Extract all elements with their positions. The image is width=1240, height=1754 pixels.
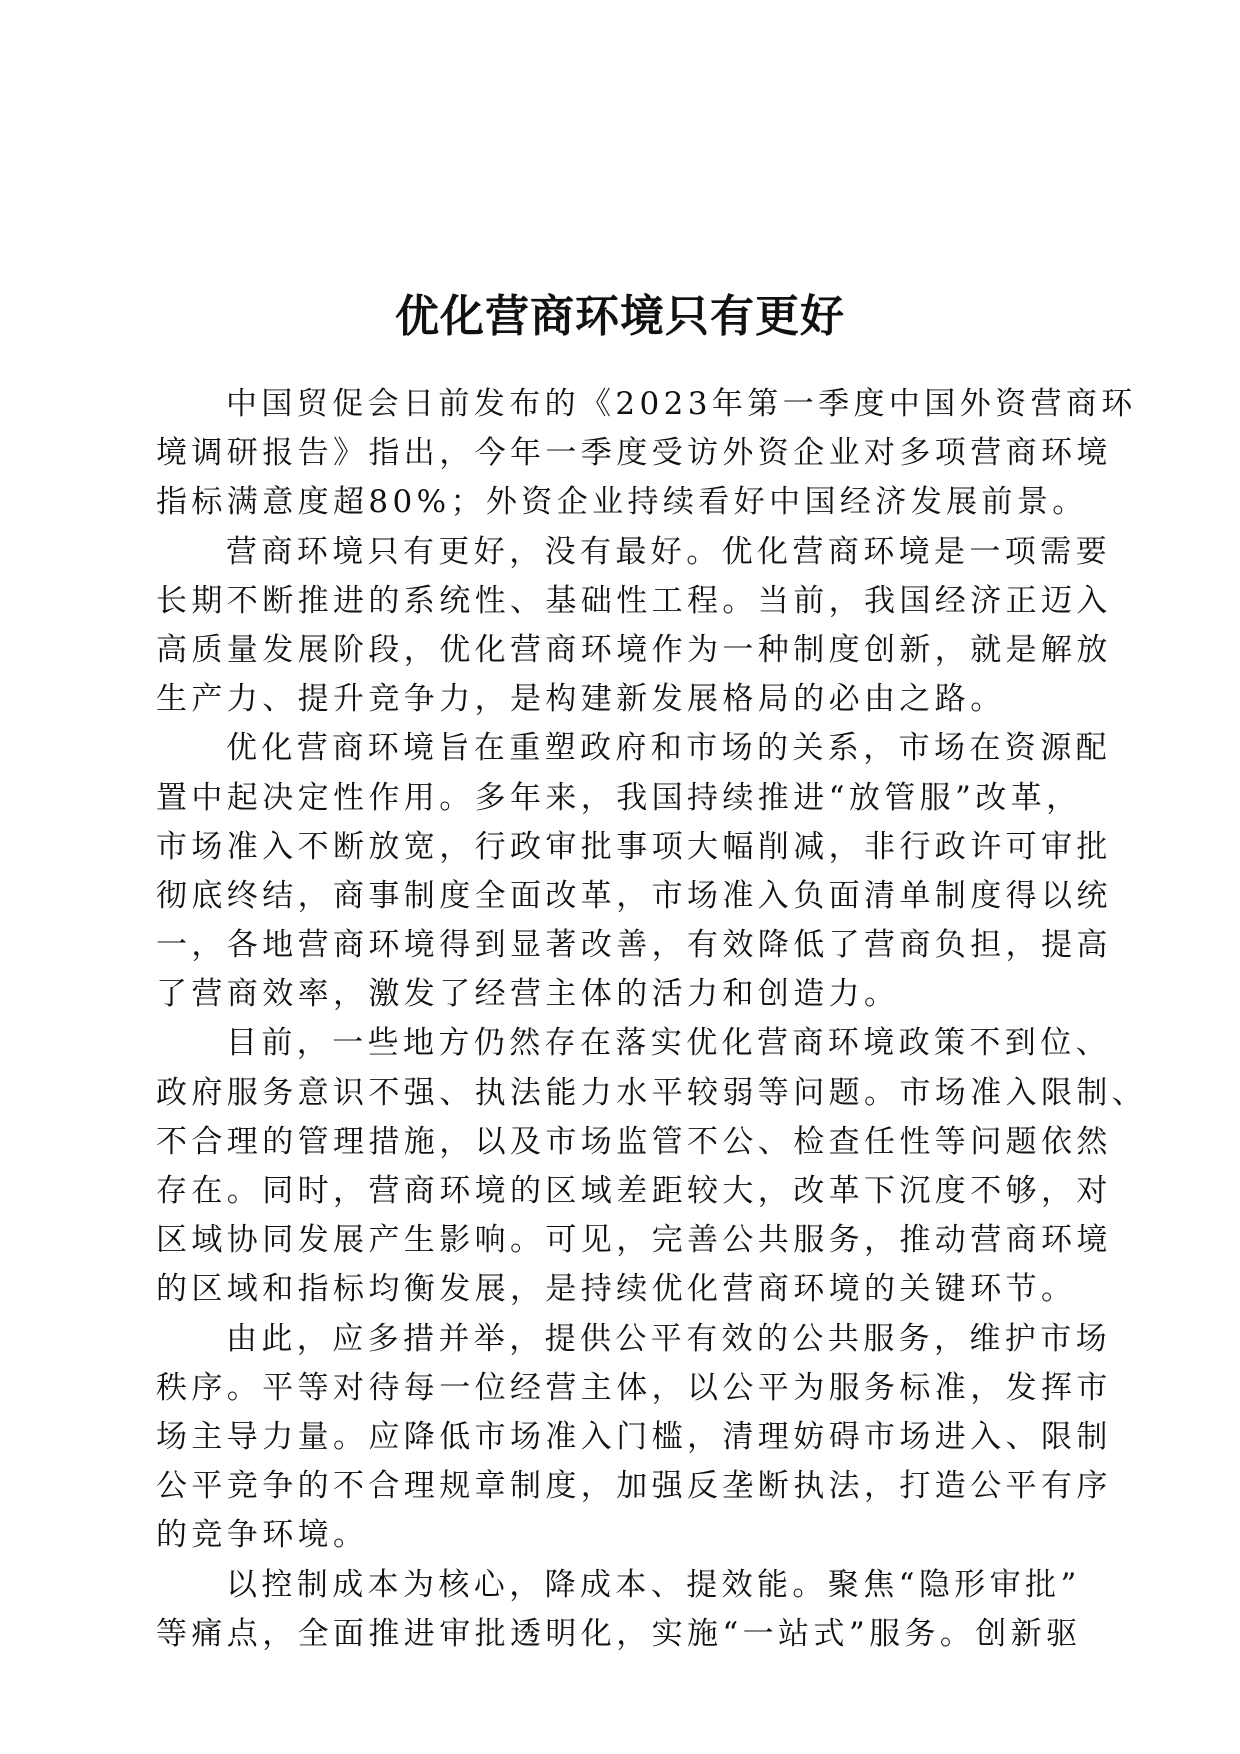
body-line: 以控制成本为核心，降成本、提效能。聚焦“隐形审批” <box>226 1566 1081 1603</box>
body-line: 公平竞争的不合理规章制度，加强反垄断执法，打造公平有序 <box>156 1468 1112 1505</box>
body-line: 不合理的管理措施，以及市场监管不公、检查任性等问题依然 <box>156 1123 1112 1160</box>
body-line: 秩序。平等对待每一位经营主体，以公平为服务标准，发挥市 <box>156 1369 1112 1406</box>
document-title: 优化营商环境只有更好 <box>395 291 845 343</box>
body-line: 中国贸促会日前发布的《2023年第一季度中国外资营商环 <box>226 386 1137 422</box>
body-line: 等痛点，全面推进审批透明化，实施“一站式”服务。创新驱 <box>156 1615 1082 1652</box>
body-line: 生产力、提升竞争力，是构建新发展格局的必由之路。 <box>156 681 1006 718</box>
body-line: 长期不断推进的系统性、基础性工程。当前，我国经济正迈入 <box>156 582 1112 619</box>
body-line: 的区域和指标均衡发展，是持续优化营商环境的关键环节。 <box>156 1271 1077 1308</box>
body-line: 营商环境只有更好，没有最好。优化营商环境是一项需要 <box>226 533 1111 570</box>
body-line: 一，各地营商环境得到显著改善，有效降低了营商负担，提高 <box>156 927 1112 964</box>
body-line: 优化营商环境旨在重塑政府和市场的关系，市场在资源配 <box>226 730 1111 767</box>
body-line: 彻底终结，商事制度全面改革，市场准入负面清单制度得以统 <box>156 877 1112 914</box>
body-line: 境调研报告》指出，今年一季度受访外资企业对多项营商环境 <box>156 435 1112 472</box>
body-line: 的竞争环境。 <box>156 1517 369 1554</box>
body-line: 目前，一些地方仍然存在落实优化营商环境政策不到位、 <box>226 1025 1111 1062</box>
body-line: 指标满意度超80%；外资企业持续看好中国经济发展前景。 <box>156 484 1088 521</box>
body-line: 高质量发展阶段，优化营商环境作为一种制度创新，就是解放 <box>156 631 1112 668</box>
body-line: 置中起决定性作用。多年来，我国持续推进“放管服”改革， <box>156 779 1082 816</box>
document-body <box>156 380 1148 1659</box>
body-line: 场主导力量。应降低市场准入门槛，清理妨碍市场进入、限制 <box>156 1418 1112 1455</box>
body-line: 区域协同发展产生影响。可见，完善公共服务，推动营商环境 <box>156 1222 1112 1259</box>
body-line: 存在。同时，营商环境的区域差距较大，改革下沉度不够，对 <box>156 1173 1112 1209</box>
body-line: 市场准入不断放宽，行政审批事项大幅削减，非行政许可审批 <box>156 828 1112 865</box>
body-line: 了营商效率，激发了经营主体的活力和创造力。 <box>156 976 900 1013</box>
body-line: 由此，应多措并举，提供公平有效的公共服务，维护市场 <box>226 1320 1111 1357</box>
body-line: 政府服务意识不强、执法能力水平较弱等问题。市场准入限制、 <box>156 1074 1148 1111</box>
